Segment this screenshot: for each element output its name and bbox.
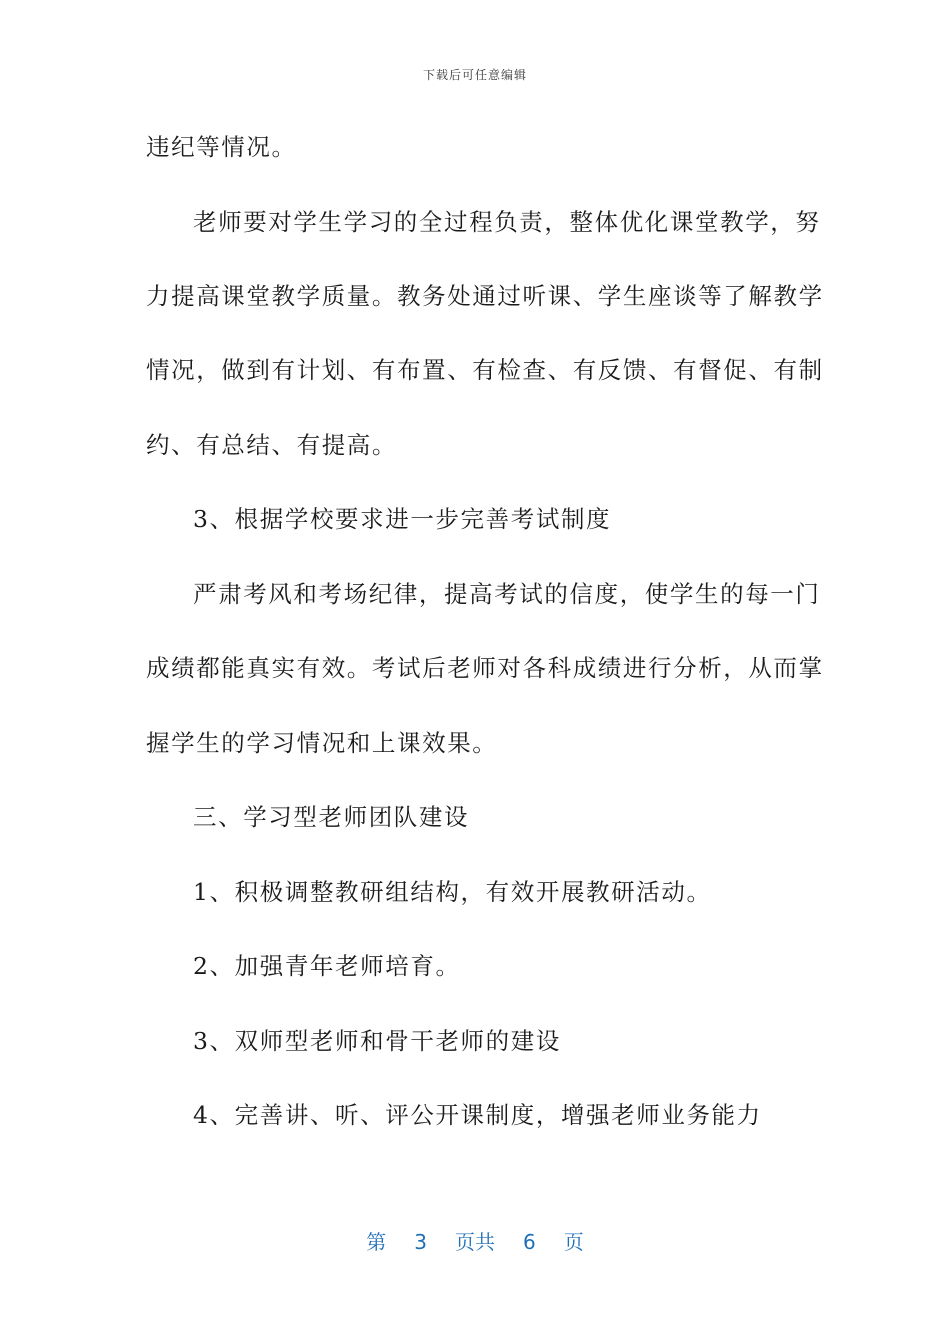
text-line: 力提高课堂教学质量。教务处通过听课、学生座谈等了解教学 [146,282,824,310]
text-line: 情况，做到有计划、有布置、有检查、有反馈、有督促、有制 [146,356,824,384]
paragraph-line: 严肃考风和考场纪律，提高考试的信度，使学生的每一门 [193,580,821,608]
footer-prefix: 第 [366,1230,387,1254]
section-heading: 三、学习型老师团队建设 [193,803,470,831]
list-item: 2、加强青年老师培育。 [193,952,461,980]
section-heading: 3、根据学校要求进一步完善考试制度 [193,505,612,533]
text-line: 成绩都能真实有效。考试后老师对各科成绩进行分析，从而掌 [146,654,824,682]
list-item: 1、积极调整教研组结构，有效开展教研活动。 [193,878,712,906]
page-footer [0,1226,950,1255]
header-note: 下载后可任意编辑 [422,68,527,82]
footer-suffix: 页 [563,1230,584,1254]
list-item: 3、双师型老师和骨干老师的建设 [193,1027,561,1055]
current-page-number: 3 [414,1230,427,1254]
footer-middle: 页共 [455,1230,495,1254]
list-item: 4、完善讲、听、评公开课制度，增强老师业务能力 [193,1101,762,1129]
text-line: 握学生的学习情况和上课效果。 [146,729,498,757]
text-line: 约、有总结、有提高。 [146,431,397,459]
text-line: 违纪等情况。 [146,133,297,161]
total-page-number: 6 [523,1230,536,1254]
paragraph-line: 老师要对学生学习的全过程负责，整体优化课堂教学，努 [193,208,821,236]
